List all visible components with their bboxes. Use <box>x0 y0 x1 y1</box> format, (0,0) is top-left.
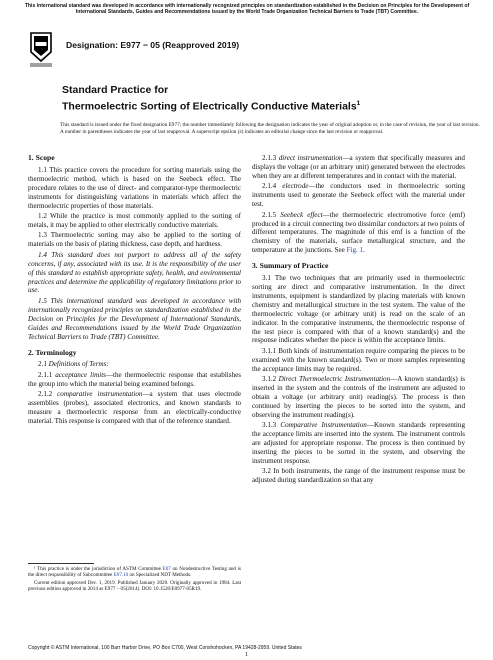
para-2-1-1: 2.1.1 acceptance limits—the thermoelectric response that establishes the group into which the material being examined belongs. <box>28 370 241 388</box>
para-2-1-3: 2.1.3 direct instrumentation—a system that specifically measures and displays the voltage (or an arbitrary unit) generated between the electrodes when they are at different temperatures and in contact with the material. <box>252 154 465 180</box>
standard-title <box>62 84 482 114</box>
para-3-1: 3.1 The two techniques that are primarily used in thermoelectric sorting are direct and comparative instrumentation. In the direct instruments, equipment is standardized by placing materials with known chemistry and metallurgical structure in the test system. The value of the thermoelectric voltage (or arbitrary unit) is read on the scale of an indicator. In the comparative instruments, the thermoelectric response of the test piece is compared with that of a known standard(s) and the response indicates whether the piece is within the acceptance limits. <box>252 274 465 345</box>
right-column <box>252 154 465 487</box>
para-2-1-2: 2.1.2 comparative instrumentation—a system that uses electrode assemblies (probes), associated electronics, and known standards to measure a thermoelectric response from an electrically-conductive material. This response is compared with that of the reference standard. <box>28 390 241 426</box>
para-2-1: 2.1 Definitions of Terms: <box>38 360 109 369</box>
para-3-2: 3.2 In both instruments, the range of the instrument response must be adjusted during standardization so that any <box>252 467 465 485</box>
terminology-heading: 2. Terminology <box>28 347 77 357</box>
title-main-text: Thermoelectric Sorting of Electrically Conductive Materials <box>62 100 357 113</box>
para-3-1-2: 3.1.2 Direct Thermoelectric Instrumentation—A known standard(s) is inserted in the system and the controls of the instrument are adjusted to obtain a voltage (or arbitrary unit) reading(s). The process is then continued by inserting the pieces to be sorted into the system, and observing the instrument reading(s). <box>252 375 465 419</box>
issued-note: This standard is issued under the fixed designation E977; the number immediately following the designation indicates the year of original adoption or, in the case of revision, the year of last revision. A number in parentheses indicates the year of last reapproval. A superscript epsilon (ε) indicates an editorial change since the last revision or reapproval. <box>60 122 480 135</box>
para-1-3: 1.3 Thermoelectric sorting may also be applied to the sorting of materials on the basis of plating thickness, case depth, and hardness. <box>28 231 241 249</box>
scope-heading: 1. Scope <box>28 153 55 162</box>
fig-1-link[interactable]: Fig. 1 <box>346 246 364 255</box>
title-line-1: Standard Practice for <box>62 84 169 96</box>
para-3-1-3: 3.1.3 Comparative Instrumentation—Known standards representing the acceptance limits are inserted into the system. The instrument controls are adjusted for appropriate response. The process is then continued by inserting the pieces to be sorted in the system, and observing the instrument response. <box>252 421 465 465</box>
para-1-2: 1.2 While the practice is most commonly applied to the sorting of metals, it may be applied to other electrically conductive materials. <box>28 212 241 229</box>
footnotes <box>28 566 241 594</box>
footnote-divider <box>28 563 94 564</box>
left-column <box>28 154 241 428</box>
para-2-1-4: 2.1.4 electrode—the conductors used in thermoelectric sorting instruments used to generate the Seebeck effect with the material under test. <box>252 182 465 209</box>
para-3-1-1: 3.1.1 Both kinds of instrumentation require comparing the pieces to be examined with the known standard(s). Two or more samples representing the acceptance limits may be required. <box>252 346 465 373</box>
astm-logo-icon <box>28 30 54 68</box>
subcommittee-e07-10-link[interactable]: E07.10 <box>113 572 129 579</box>
copyright-line: Copyright © ASTM International, 100 Barr Harbor Drive, PO Box C700, West Conshohocken, PA 19428-2959. United States <box>28 645 302 651</box>
para-1-5: 1.5 This international standard was developed in accordance with internationally recognized principles on standardization established in the Decision on Principles for the Development of International Standards, Guides and Recommendations issued by the World Trade Organization Technical Barriers to Trade (TBT) Committee. <box>28 296 241 341</box>
page-number: 1 <box>244 651 249 658</box>
footnote-edition: Current edition approved Dec. 1, 2019. Published January 2020. Originally approved in 1984. Last previous edition approved in 2014 as E977 – 05(2014). DOI: 10.1520/E0977-05R19. <box>28 580 241 593</box>
international-standard-notice: This international standard was developed in accordance with internationally recognized principles on standardization established in the Decision on Principles for the Development of International Standards, Guides and Recommendations issued by the World Trade Organization Technical Barriers to Trade (TBT) Committee. <box>24 3 470 16</box>
title-footnote-mark: 1 <box>356 100 361 107</box>
designation: Designation: E977 − 05 (Reapproved 2019) <box>66 40 240 50</box>
title-line-2 <box>62 97 482 114</box>
summary-heading: 3. Summary of Practice <box>252 261 329 271</box>
para-1-4: 1.4 This standard does not purport to address all of the safety concerns, if any, associated with its use. It is the responsibility of the user of this standard to establish appropriate safety, health, and environmental practices and determine the applicability of regulatory limitations prior to use. <box>28 250 241 295</box>
para-1-1: 1.1 This practice covers the procedure for sorting materials using the thermoelectric method, which is based on the Seebeck effect. The procedure relates to the use of direct- and comparator-type thermoelectric instruments for distinguishing variations in materials which affect the thermoelectric properties of those materials. <box>28 165 241 210</box>
committee-e07-link[interactable]: E07 <box>162 566 171 572</box>
footnote-1: ¹ This practice is under the jurisdiction of ASTM Committee E07 on Nondestructive Testing and is the direct responsibility of Subcommittee E07.10 on Specialized NDT Methods. <box>28 566 241 579</box>
para-2-1-5: 2.1.5 Seebeck effect—the thermoelectric electromotive force (emf) produced in a circuit connecting two dissimilar conductors at two points of different temperatures. The magnitude of this emf is a function of the chemistry of the materials, surface metallurgical structure, and the temperature at the junctions. See Fig. 1. <box>252 210 465 255</box>
